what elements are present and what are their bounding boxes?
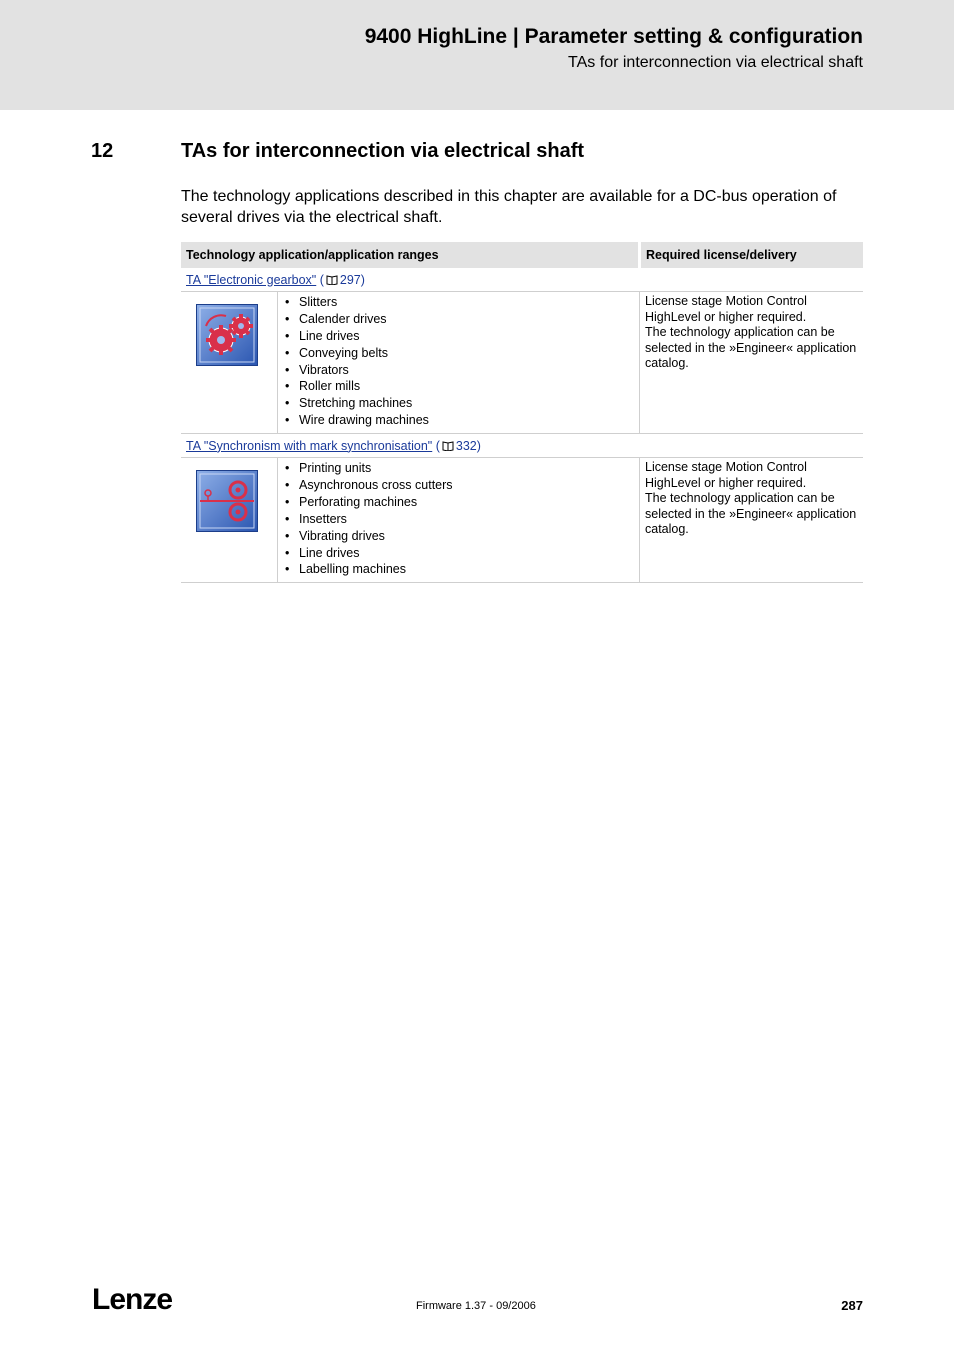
- license-requirement: License stage Motion Control HighLevel or higher required.: [645, 294, 807, 324]
- column-header-applications: Technology application/application ranges: [181, 242, 640, 268]
- list-item: • Vibrating drives: [283, 528, 634, 545]
- license-requirement: License stage Motion Control HighLevel or higher required.: [645, 460, 807, 490]
- license-note: The technology application can be selected in the »Engineer« application catalog.: [645, 325, 857, 370]
- ta-electronic-gearbox-link[interactable]: TA "Electronic gearbox": [186, 272, 317, 287]
- license-note: The technology application can be selected in the »Engineer« application catalog.: [645, 491, 857, 537]
- list-item: • Printing units: [283, 460, 634, 477]
- ta-synchronism-link[interactable]: TA "Synchronism with mark synchronisation": [186, 438, 433, 453]
- page-reference[interactable]: 332: [455, 438, 477, 453]
- table-row: [181, 292, 863, 434]
- document-title: 9400 HighLine | Parameter setting & configuration: [364, 25, 863, 48]
- page-number: 287: [841, 1298, 863, 1313]
- chapter-title: TAs for interconnection via electrical shaft: [181, 140, 585, 162]
- list-item: • Roller mills: [283, 378, 634, 395]
- lenze-logo: Lenze: [92, 1283, 173, 1316]
- technology-applications-table: [181, 242, 863, 583]
- list-item: • Line drives: [283, 328, 634, 345]
- firmware-version: Firmware 1.37 - 09/2006: [416, 1300, 536, 1312]
- ta-link-row: TA "Electronic gearbox" ( 297): [181, 268, 863, 292]
- column-header-license: Required license/delivery: [640, 242, 864, 268]
- book-icon: [326, 275, 338, 285]
- list-item: • Labelling machines: [283, 561, 634, 578]
- list-item: • Asynchronous cross cutters: [283, 477, 634, 494]
- application-range-list: [283, 460, 634, 578]
- intro-paragraph: The technology applications described in this chapter are available for a DC-bus operation of several drives via the electrical shaft.: [181, 188, 837, 226]
- list-item: • Line drives: [283, 545, 634, 562]
- synchronism-icon: [196, 470, 258, 532]
- page-reference[interactable]: 297: [339, 272, 361, 287]
- list-item: • Stretching machines: [283, 395, 634, 412]
- list-item: • Perforating machines: [283, 494, 634, 511]
- application-range-list: [283, 294, 634, 429]
- list-item: • Conveying belts: [283, 345, 634, 362]
- table-row: [181, 458, 863, 583]
- list-item: • Insetters: [283, 511, 634, 528]
- list-item: • Calender drives: [283, 311, 634, 328]
- chapter-number: 12: [91, 140, 114, 162]
- ta-link-row: TA "Synchronism with mark synchronisation" ( 332): [181, 434, 863, 458]
- table-header-row: [181, 242, 863, 268]
- list-item: • Wire drawing machines: [283, 412, 634, 429]
- document-subtitle: TAs for interconnection via electrical shaft: [568, 54, 863, 71]
- list-item: • Slitters: [283, 294, 634, 311]
- list-item: • Vibrators: [283, 362, 634, 379]
- gears-icon: [196, 304, 258, 366]
- book-icon: [442, 441, 454, 451]
